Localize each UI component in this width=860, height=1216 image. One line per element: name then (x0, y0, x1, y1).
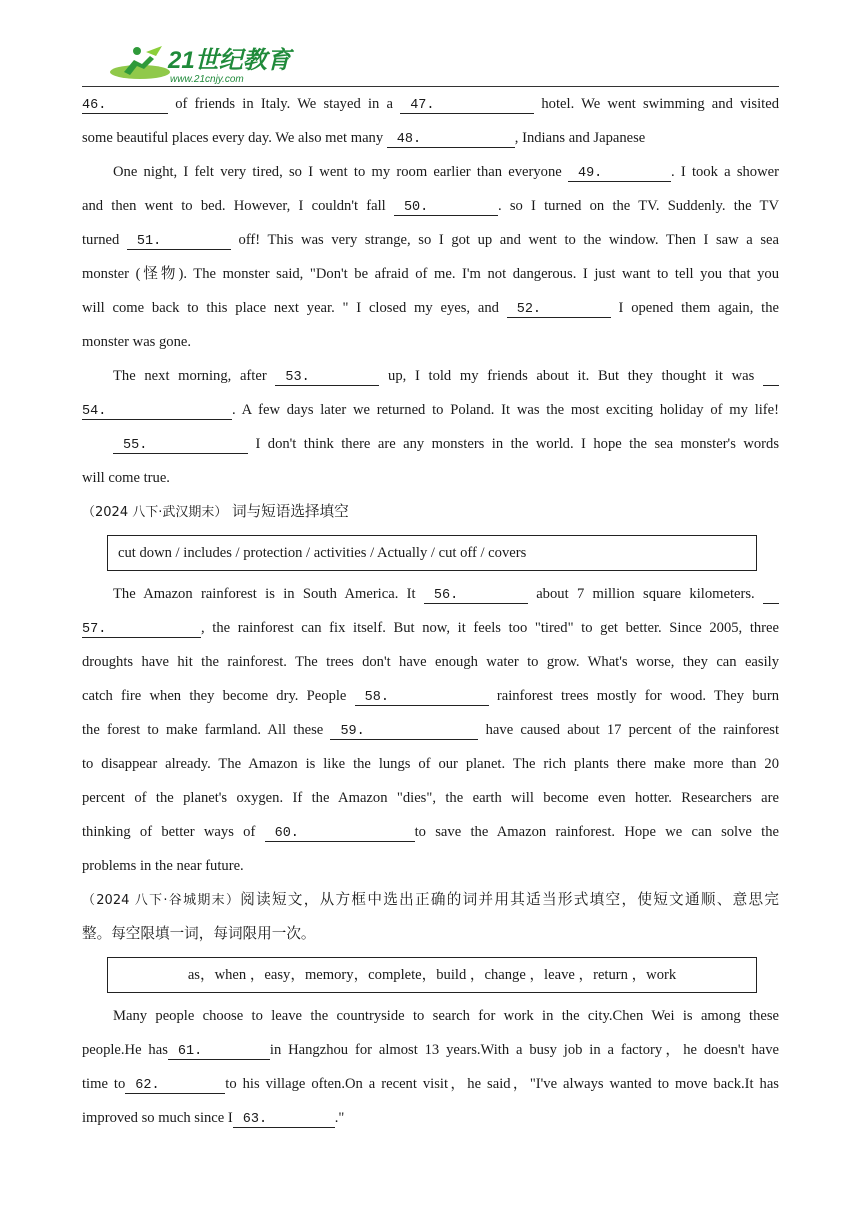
blank-number: 48. (396, 132, 422, 147)
answer-blank[interactable] (127, 232, 231, 250)
text-run: problems in the near future. (82, 858, 244, 874)
blank-number: 56. (433, 588, 459, 603)
text-line (82, 781, 779, 815)
text-run: . A few days later we returned to Poland. It was the most exciting holiday of my life! (232, 402, 779, 418)
text-run: , the rainforest can fix itself. But now, it feels too "tired" to get better. Since 2005, three (201, 620, 779, 636)
text-line (82, 121, 779, 155)
blank-number: 60. (274, 826, 299, 841)
text-line (82, 427, 779, 461)
text-line (82, 611, 779, 645)
answer-blank[interactable] (355, 688, 489, 706)
text-run: will come back to this place next year. " I closed my eyes, and (82, 300, 507, 316)
answer-blank[interactable] (763, 586, 779, 604)
text-run: off! This was very strange, so I got up and went to the window. Then I saw a sea (230, 232, 780, 248)
blank-number: 57. (82, 622, 107, 637)
blank-number: 46. (82, 98, 107, 113)
text-run: , Indians and Japanese (514, 130, 646, 146)
blank-number: 53. (285, 370, 310, 385)
answer-blank[interactable] (763, 368, 779, 386)
answer-blank[interactable] (507, 300, 611, 318)
answer-blank[interactable] (233, 1110, 335, 1128)
text-line (82, 291, 779, 325)
text-line (82, 155, 779, 189)
blank-number: 51. (136, 234, 162, 249)
text-run: catch fire when they become dry. People (82, 688, 355, 704)
answer-blank[interactable] (125, 1076, 225, 1094)
answer-blank[interactable] (424, 586, 528, 604)
blank-number: 59. (340, 724, 365, 739)
answer-blank[interactable] (113, 436, 248, 454)
section-2-heading (82, 495, 779, 529)
section-3-word-box: as，when ，easy，memory，complete，build ，change ，leave ，return ，work (107, 957, 757, 993)
svg-text:21世纪教育: 21世纪教育 (168, 47, 291, 74)
text-run: hotel. We went swimming and visited (534, 96, 779, 112)
text-line (82, 747, 779, 781)
text-run: thinking of better ways of (82, 824, 265, 840)
text-run: in Hangzhou for almost 13 years.With a busy job in a factory，he doesn't have (269, 1042, 779, 1058)
text-line (82, 189, 779, 223)
text-line (82, 1033, 779, 1067)
answer-blank[interactable] (275, 368, 379, 386)
text-run: time to (82, 1076, 126, 1092)
answer-blank[interactable] (82, 620, 201, 638)
text-run: Many people choose to leave the countryside to search for work in the city.Chen Wei is among these (113, 1008, 779, 1024)
blank-number: 61. (177, 1044, 203, 1059)
text-line (82, 577, 779, 611)
text-run: The next morning, after (113, 368, 276, 384)
passage-1 (82, 87, 779, 495)
passage-2 (82, 577, 779, 883)
svg-text:www.21cnjy.com: www.21cnjy.com (170, 74, 244, 85)
answer-blank[interactable] (82, 402, 232, 420)
text-line (82, 393, 779, 427)
text-run: to disappear already. The Amazon is like the lungs of our planet. The rich plants there make more than 20 (82, 756, 779, 772)
text-line (82, 999, 779, 1033)
section-3-instruction-line-1: 阅读短文，从方框中选出正确的词并用其适当形式填空，使短文通顺、意思完 (240, 891, 779, 908)
text-run: about 7 million square kilometers. (527, 586, 763, 602)
text-line (82, 1101, 779, 1135)
text-run: monster was gone. (82, 334, 192, 350)
text-run: ." (334, 1110, 345, 1126)
text-run: One night, I felt very tired, so I went to my room earlier than everyone (113, 164, 568, 180)
section-3-instruction-line-2: 整。每空限填一词，每词限用一次。 (82, 925, 316, 942)
text-run: droughts have hit the rainforest. The trees don't have enough water to grow. What's worse, they can easily (82, 654, 779, 670)
blank-number: 49. (577, 166, 603, 181)
blank-number: 47. (410, 98, 435, 113)
text-line (82, 645, 779, 679)
answer-blank[interactable] (330, 722, 478, 740)
section-3-heading (82, 883, 779, 917)
text-run: . I took a shower (670, 164, 779, 180)
text-line (82, 359, 779, 393)
page-header (82, 40, 779, 86)
text-run: improved so much since I (82, 1110, 233, 1126)
text-line (82, 713, 779, 747)
text-run: and then went to bed. However, I couldn't fall (82, 198, 394, 214)
blank-number: 52. (516, 302, 542, 317)
text-run: of friends in Italy. We stayed in a (168, 96, 401, 112)
section-2-source: （2024 八下·武汉期末） (82, 505, 228, 520)
text-run: turned (82, 232, 127, 248)
text-run: monster (怪物). The monster said, "Don't be afraid of me. I'm not dangerous. I just want to tell you that you (82, 266, 779, 282)
blank-number: 50. (403, 200, 429, 215)
text-line (82, 87, 779, 121)
section-3-source: （2024 八下·谷城期末） (82, 893, 241, 908)
answer-blank[interactable] (394, 198, 498, 216)
text-run: will come true. (82, 470, 170, 486)
answer-blank[interactable] (400, 96, 534, 114)
answer-blank[interactable] (568, 164, 671, 182)
text-run: . so I turned on the TV. Suddenly. the TV (497, 198, 779, 214)
text-line (82, 815, 779, 849)
text-line (82, 1067, 779, 1101)
text-run: percent of the planet's oxygen. If the Amazon "dies", the earth will become even hotter. Researchers are (82, 790, 779, 806)
answer-blank[interactable] (168, 1042, 270, 1060)
section-2-word-box: cut down / includes / protection / activities / Actually / cut off / covers (107, 535, 757, 571)
text-line (82, 325, 779, 359)
text-run: the forest to make farmland. All these (82, 722, 331, 738)
section-2-instruction: 词与短语选择填空 (227, 503, 349, 520)
text-run: some beautiful places every day. We also met many (82, 130, 387, 146)
blank-number (763, 370, 773, 385)
text-run: The Amazon rainforest is in South America. It (113, 586, 424, 602)
blank-number: 55. (123, 438, 148, 453)
text-run: I don't think there are any monsters in the world. I hope the sea monster's words (248, 436, 779, 452)
text-run: to save the Amazon rainforest. Hope we can solve the (414, 824, 779, 840)
blank-number: 62. (135, 1078, 160, 1093)
text-line (82, 849, 779, 883)
blank-number: 63. (242, 1112, 268, 1127)
answer-blank[interactable] (265, 824, 415, 842)
text-run: people.He has (82, 1042, 168, 1058)
text-run: rainforest trees mostly for wood. They burn (488, 688, 779, 704)
text-line (82, 257, 779, 291)
answer-blank[interactable] (82, 96, 168, 114)
text-line (82, 461, 779, 495)
text-line (82, 223, 779, 257)
answer-blank[interactable] (387, 130, 515, 148)
text-run: I opened them again, the (610, 300, 779, 316)
passage-3 (82, 999, 779, 1135)
blank-number: 54. (82, 404, 107, 419)
blank-number (763, 588, 773, 603)
text-run: up, I told my friends about it. But they thought it was (379, 368, 763, 384)
text-run: to his village often.On a recent visit，he said，"I've always wanted to move back.It has (225, 1076, 779, 1092)
21cnjy-logo (104, 42, 304, 86)
text-line (82, 679, 779, 713)
worksheet-content (82, 87, 779, 1135)
text-run: have caused about 17 percent of the rainforest (478, 722, 779, 738)
blank-number: 58. (364, 690, 389, 705)
